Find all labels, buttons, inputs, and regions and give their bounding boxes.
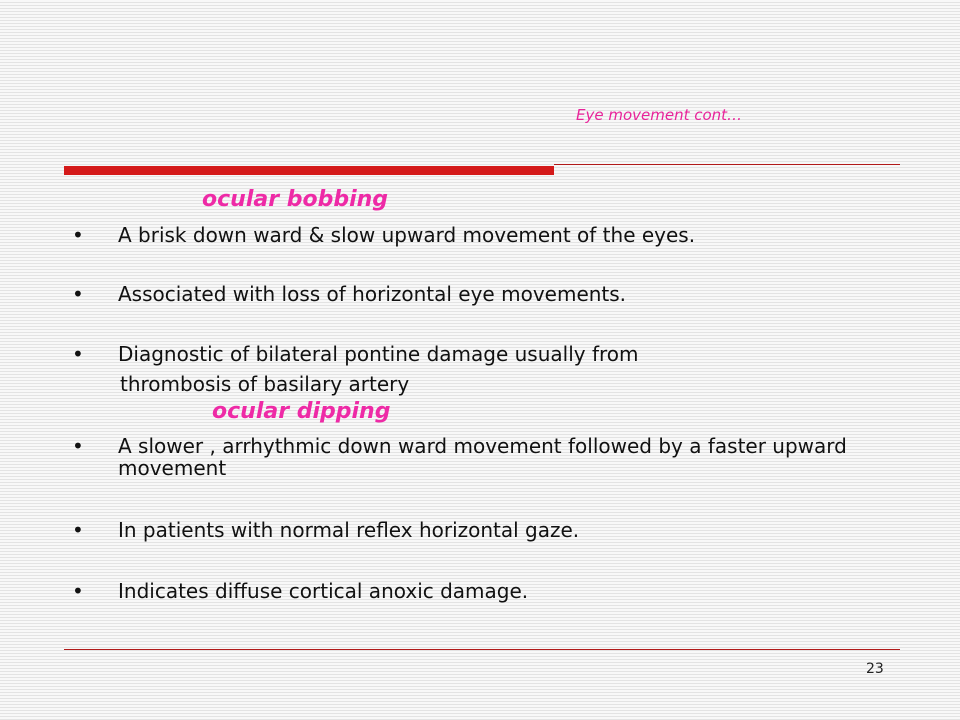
section-heading-ocular-dipping: ocular dipping — [212, 399, 391, 424]
bullet-item — [72, 435, 892, 479]
bullet-dot: • — [72, 282, 84, 306]
bullet-text: In patients with normal reflex horizontal gaze. — [118, 518, 580, 542]
bullet-dot: • — [72, 579, 84, 603]
header-rule-thin — [554, 164, 900, 165]
bullet-dot: • — [72, 518, 84, 542]
section-heading-ocular-bobbing: ocular bobbing — [202, 187, 389, 212]
bullet-text: A slower , arrhythmic down ward movement followed by a faster upward movement — [118, 434, 847, 480]
bullet-text: Diagnostic of bilateral pontine damage usually from — [118, 342, 639, 366]
bullet-text: Indicates diffuse cortical anoxic damage. — [118, 579, 529, 603]
bullet-dot: • — [72, 223, 84, 247]
header-rule-thick — [64, 166, 554, 175]
bullet-dot: • — [72, 434, 84, 458]
bullet-item — [72, 343, 892, 365]
bullet-text: A brisk down ward & slow upward movement of the eyes. — [118, 223, 696, 247]
page-number: 23 — [866, 661, 884, 677]
bullet-item — [72, 283, 892, 305]
footer-rule — [64, 649, 900, 650]
bullet-continuation-text: thrombosis of basilary artery — [120, 372, 410, 396]
bullet-item — [72, 224, 892, 246]
bullet-dot: • — [72, 342, 84, 366]
bullet-item — [72, 580, 892, 602]
bullet-item — [72, 519, 892, 541]
slide-subtitle: Eye movement cont… — [576, 106, 743, 124]
bullet-text: Associated with loss of horizontal eye movements. — [118, 282, 627, 306]
